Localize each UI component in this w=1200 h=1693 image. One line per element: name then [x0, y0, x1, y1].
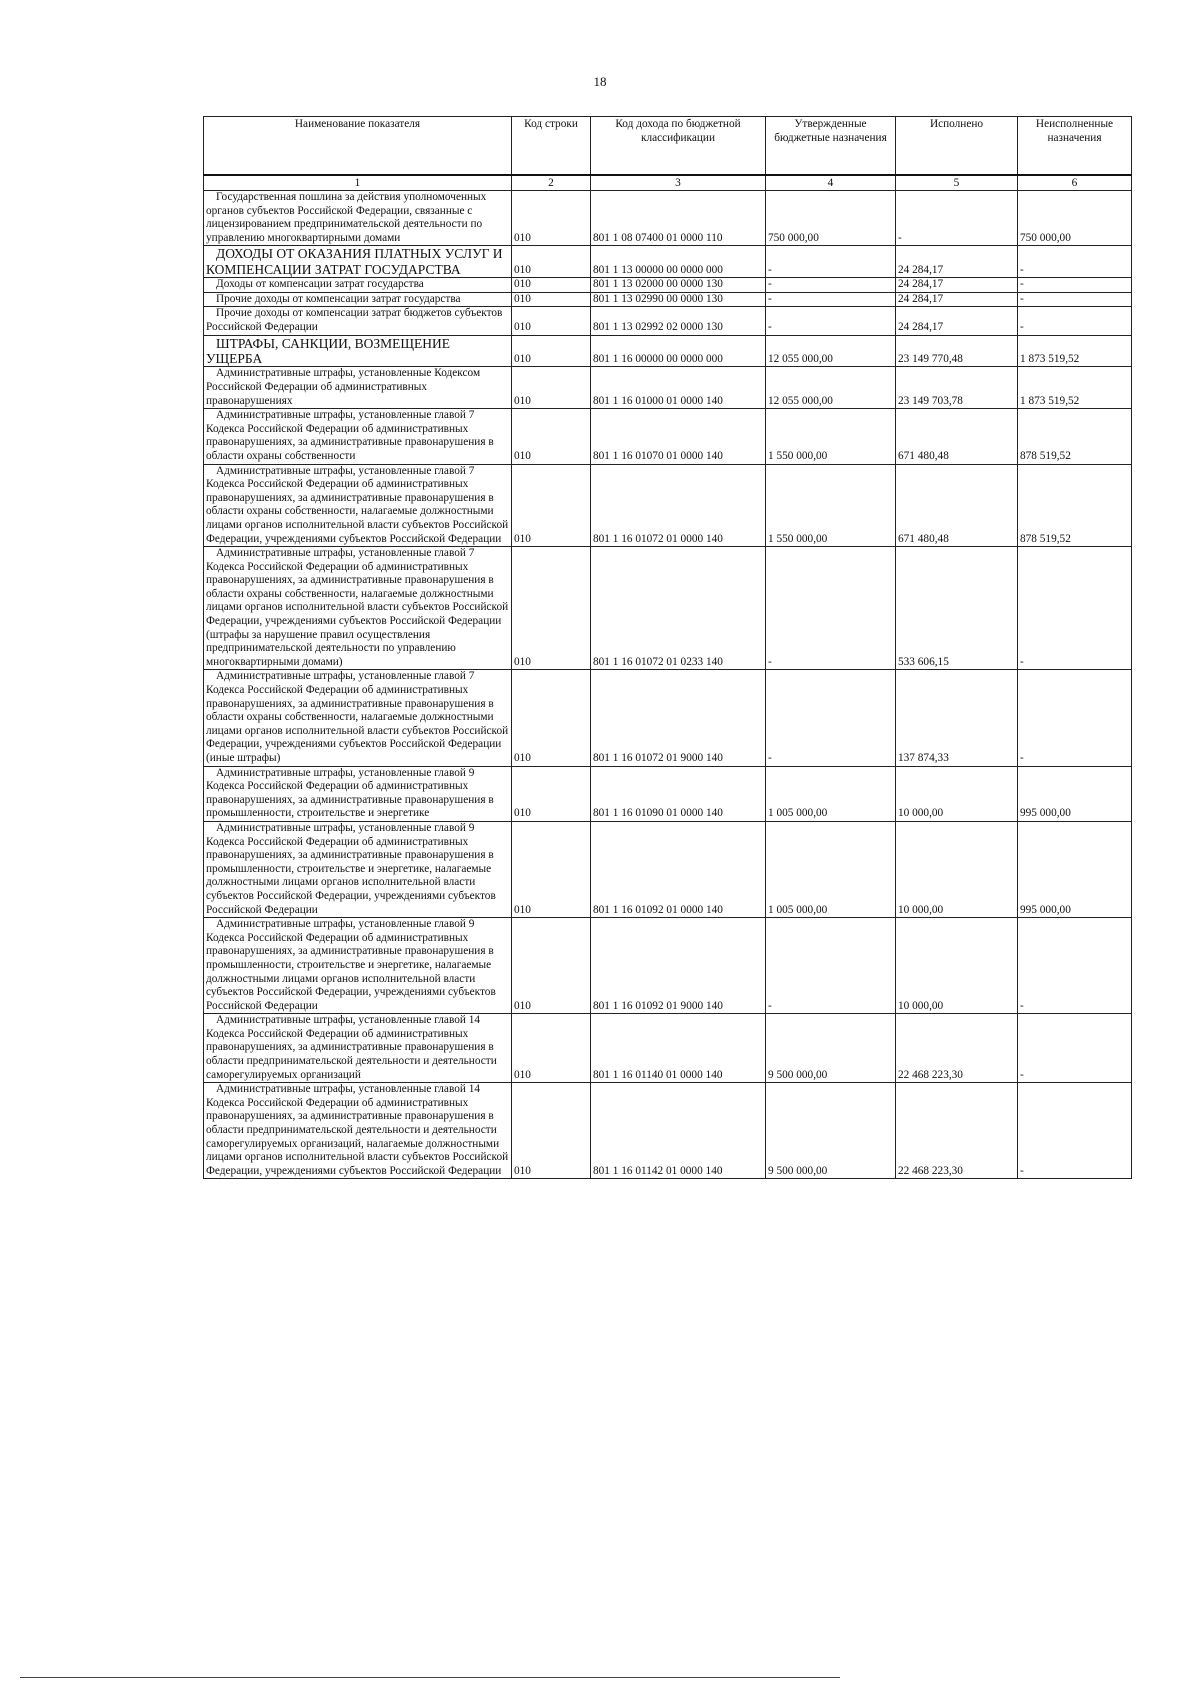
row-approved-cell: -	[766, 918, 896, 1014]
row-name-cell: Государственная пошлина за действия уполномоченных органов субъектов Российской Федерации, связанные с лицензированием предпринимательской деятельности по управлению многоквартирными домами	[204, 191, 512, 246]
row-line-code-cell: 010	[512, 547, 591, 670]
row-revenue-code-cell: 801 1 16 01000 01 0000 140	[591, 367, 766, 409]
row-executed-cell: 22 468 223,30	[896, 1083, 1018, 1179]
row-executed-cell: 533 606,15	[896, 547, 1018, 670]
row-executed-cell: 671 480,48	[896, 464, 1018, 547]
row-approved-cell: 9 500 000,00	[766, 1014, 896, 1083]
table-row	[204, 1014, 1132, 1083]
row-name-cell: Административные штрафы, установленные главой 9 Кодекса Российской Федерации об административных правонарушениях, за административные правонарушения в промышленности, строительстве и энергетике, налагаемые должностными лицами органов исполнительной власти субъектов Российской Федерации, учреждениями субъектов Российской Федерации	[204, 918, 512, 1014]
row-unexecuted-cell: -	[1018, 1014, 1132, 1083]
row-approved-cell: -	[766, 246, 896, 278]
row-executed-cell: -	[896, 191, 1018, 246]
column-header-executed: Исполнено	[896, 117, 1018, 176]
row-line-code-cell: 010	[512, 246, 591, 278]
row-executed-cell: 10 000,00	[896, 766, 1018, 821]
row-approved-cell: 750 000,00	[766, 191, 896, 246]
row-approved-cell: 1 005 000,00	[766, 766, 896, 821]
column-number: 2	[512, 175, 591, 191]
row-name-cell: Административные штрафы, установленные главой 9 Кодекса Российской Федерации об административных правонарушениях, за административные правонарушения в промышленности, строительстве и энергетике, налагаемые должностными лицами органов исполнительной власти субъектов Российской Федерации, учреждениями субъектов Российской Федерации	[204, 821, 512, 917]
row-unexecuted-cell: -	[1018, 246, 1132, 278]
row-name-cell: Прочие доходы от компенсации затрат бюджетов субъектов Российской Федерации	[204, 307, 512, 335]
row-line-code-cell: 010	[512, 307, 591, 335]
table-row	[204, 821, 1132, 917]
column-number: 6	[1018, 175, 1132, 191]
row-line-code-cell: 010	[512, 409, 591, 464]
column-header-unexecuted: Неисполненные назначения	[1018, 117, 1132, 176]
row-approved-cell: 9 500 000,00	[766, 1083, 896, 1179]
row-name-cell: Прочие доходы от компенсации затрат государства	[204, 292, 512, 307]
row-revenue-code-cell: 801 1 16 01142 01 0000 140	[591, 1083, 766, 1179]
row-revenue-code-cell: 801 1 13 02992 02 0000 130	[591, 307, 766, 335]
row-name-cell: Административные штрафы, установленные главой 7 Кодекса Российской Федерации об административных правонарушениях, за административные правонарушения в области охраны собственности, налагаемые должностными лицами органов исполнительной власти субъектов Российской Федерации, учреждениями субъектов Российской Федерации	[204, 464, 512, 547]
row-executed-cell: 22 468 223,30	[896, 1014, 1018, 1083]
column-number: 5	[896, 175, 1018, 191]
row-line-code-cell: 010	[512, 464, 591, 547]
row-unexecuted-cell: 995 000,00	[1018, 766, 1132, 821]
column-number: 1	[204, 175, 512, 191]
row-name-cell: Административные штрафы, установленные главой 14 Кодекса Российской Федерации об административных правонарушениях, за административные правонарушения в области предпринимательской деятельности и деятельности саморегулируемых организаций	[204, 1014, 512, 1083]
row-executed-cell: 10 000,00	[896, 918, 1018, 1014]
row-name-cell: Административные штрафы, установленные главой 7 Кодекса Российской Федерации об административных правонарушениях, за административные правонарушения в области охраны собственности	[204, 409, 512, 464]
column-header-revenue-code: Код дохода по бюджетной классификации	[591, 117, 766, 176]
row-revenue-code-cell: 801 1 16 00000 00 0000 000	[591, 335, 766, 367]
row-approved-cell: 1 550 000,00	[766, 464, 896, 547]
row-approved-cell: -	[766, 278, 896, 293]
page-bottom-rule	[20, 1677, 840, 1678]
budget-revenue-table	[203, 116, 1132, 1179]
table-row	[204, 307, 1132, 335]
row-revenue-code-cell: 801 1 16 01072 01 9000 140	[591, 670, 766, 766]
row-approved-cell: -	[766, 307, 896, 335]
row-unexecuted-cell: 1 873 519,52	[1018, 367, 1132, 409]
row-line-code-cell: 010	[512, 766, 591, 821]
column-header-name: Наименование показателя	[204, 117, 512, 176]
row-unexecuted-cell: 878 519,52	[1018, 409, 1132, 464]
row-revenue-code-cell: 801 1 16 01072 01 0233 140	[591, 547, 766, 670]
table-row	[204, 918, 1132, 1014]
row-name-cell: Административные штрафы, установленные главой 7 Кодекса Российской Федерации об административных правонарушениях, за административные правонарушения в области охраны собственности, налагаемые должностными лицами органов исполнительной власти субъектов Российской Федерации, учреждениями субъектов Российской Федерации (штрафы за нарушение правил осуществления предпринимательской деятельности по управлению многоквартирными домами)	[204, 547, 512, 670]
row-name-cell: Доходы от компенсации затрат государства	[204, 278, 512, 293]
row-line-code-cell: 010	[512, 1083, 591, 1179]
table-row	[204, 292, 1132, 307]
row-unexecuted-cell: 995 000,00	[1018, 821, 1132, 917]
row-line-code-cell: 010	[512, 918, 591, 1014]
column-number: 3	[591, 175, 766, 191]
column-number: 4	[766, 175, 896, 191]
row-line-code-cell: 010	[512, 821, 591, 917]
row-approved-cell: 12 055 000,00	[766, 335, 896, 367]
row-approved-cell: -	[766, 670, 896, 766]
row-executed-cell: 24 284,17	[896, 278, 1018, 293]
row-executed-cell: 24 284,17	[896, 292, 1018, 307]
row-executed-cell: 24 284,17	[896, 307, 1018, 335]
table-row	[204, 191, 1132, 246]
row-approved-cell: 1 550 000,00	[766, 409, 896, 464]
row-executed-cell: 24 284,17	[896, 246, 1018, 278]
row-line-code-cell: 010	[512, 670, 591, 766]
row-line-code-cell: 010	[512, 1014, 591, 1083]
table-row	[204, 547, 1132, 670]
table-row	[204, 1083, 1132, 1179]
row-approved-cell: 12 055 000,00	[766, 367, 896, 409]
row-executed-cell: 671 480,48	[896, 409, 1018, 464]
row-revenue-code-cell: 801 1 13 00000 00 0000 000	[591, 246, 766, 278]
table-body	[204, 191, 1132, 1179]
row-executed-cell: 23 149 703,78	[896, 367, 1018, 409]
row-name-cell: Административные штрафы, установленные главой 14 Кодекса Российской Федерации об административных правонарушениях, за административные правонарушения в области предпринимательской деятельности и деятельности саморегулируемых организаций, налагаемые должностными лицами органов исполнительной власти субъектов Российской Федерации, учреждениями субъектов Российской Федерации	[204, 1083, 512, 1179]
row-line-code-cell: 010	[512, 278, 591, 293]
table-row	[204, 464, 1132, 547]
table-row	[204, 766, 1132, 821]
row-approved-cell: 1 005 000,00	[766, 821, 896, 917]
row-unexecuted-cell: -	[1018, 292, 1132, 307]
row-executed-cell: 137 874,33	[896, 670, 1018, 766]
row-revenue-code-cell: 801 1 13 02000 00 0000 130	[591, 278, 766, 293]
row-unexecuted-cell: -	[1018, 1083, 1132, 1179]
row-name-cell: Административные штрафы, установленные Кодексом Российской Федерации об административных правонарушениях	[204, 367, 512, 409]
row-unexecuted-cell: -	[1018, 547, 1132, 670]
row-revenue-code-cell: 801 1 16 01070 01 0000 140	[591, 409, 766, 464]
table-row	[204, 246, 1132, 278]
row-executed-cell: 23 149 770,48	[896, 335, 1018, 367]
row-name-cell: ДОХОДЫ ОТ ОКАЗАНИЯ ПЛАТНЫХ УСЛУГ И КОМПЕНСАЦИИ ЗАТРАТ ГОСУДАРСТВА	[204, 246, 512, 278]
table-header-row	[204, 117, 1132, 176]
table-row	[204, 278, 1132, 293]
row-name-cell: ШТРАФЫ, САНКЦИИ, ВОЗМЕЩЕНИЕ УЩЕРБА	[204, 335, 512, 367]
table-row	[204, 367, 1132, 409]
row-line-code-cell: 010	[512, 191, 591, 246]
row-unexecuted-cell: -	[1018, 670, 1132, 766]
row-revenue-code-cell: 801 1 16 01092 01 0000 140	[591, 821, 766, 917]
row-approved-cell: -	[766, 547, 896, 670]
row-unexecuted-cell: 750 000,00	[1018, 191, 1132, 246]
row-approved-cell: -	[766, 292, 896, 307]
row-unexecuted-cell: 1 873 519,52	[1018, 335, 1132, 367]
row-unexecuted-cell: -	[1018, 307, 1132, 335]
row-unexecuted-cell: 878 519,52	[1018, 464, 1132, 547]
row-unexecuted-cell: -	[1018, 278, 1132, 293]
column-number-row	[204, 175, 1132, 191]
row-name-cell: Административные штрафы, установленные главой 7 Кодекса Российской Федерации об административных правонарушениях, за административные правонарушения в области охраны собственности, налагаемые должностными лицами органов исполнительной власти субъектов Российской Федерации, учреждениями субъектов Российской Федерации (иные штрафы)	[204, 670, 512, 766]
row-name-cell: Административные штрафы, установленные главой 9 Кодекса Российской Федерации об административных правонарушениях, за административные правонарушения в промышленности, строительстве и энергетике	[204, 766, 512, 821]
page-number: 18	[593, 74, 607, 89]
row-line-code-cell: 010	[512, 292, 591, 307]
row-executed-cell: 10 000,00	[896, 821, 1018, 917]
table-row	[204, 670, 1132, 766]
row-revenue-code-cell: 801 1 16 01140 01 0000 140	[591, 1014, 766, 1083]
row-revenue-code-cell: 801 1 16 01072 01 0000 140	[591, 464, 766, 547]
column-header-approved: Утвержденные бюджетные назначения	[766, 117, 896, 176]
row-revenue-code-cell: 801 1 16 01090 01 0000 140	[591, 766, 766, 821]
column-header-line-code: Код строки	[512, 117, 591, 176]
row-line-code-cell: 010	[512, 335, 591, 367]
row-line-code-cell: 010	[512, 367, 591, 409]
table-row	[204, 409, 1132, 464]
row-unexecuted-cell: -	[1018, 918, 1132, 1014]
table-row	[204, 335, 1132, 367]
row-revenue-code-cell: 801 1 08 07400 01 0000 110	[591, 191, 766, 246]
row-revenue-code-cell: 801 1 13 02990 00 0000 130	[591, 292, 766, 307]
row-revenue-code-cell: 801 1 16 01092 01 9000 140	[591, 918, 766, 1014]
